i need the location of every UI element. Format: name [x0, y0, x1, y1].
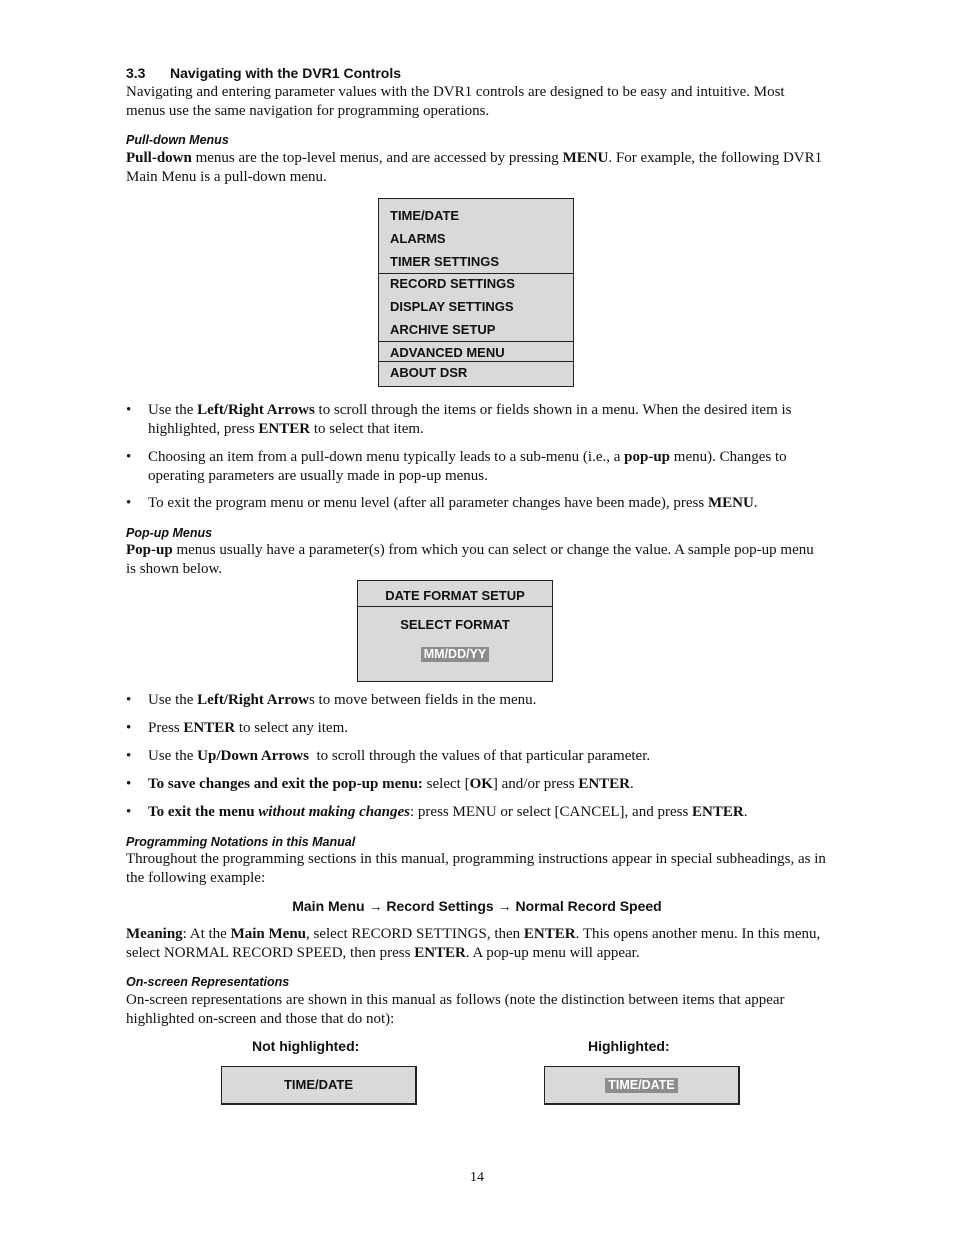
notations-paragraph: Throughout the programming sections in this manual, programming instructions appear in special subheadings, as in the following example: — [126, 851, 826, 886]
menu-item-display-settings: DISPLAY SETTINGS — [390, 299, 514, 314]
menu-item-record-settings: RECORD SETTINGS — [379, 273, 573, 295]
notations-heading: Programming Notations in this Manual — [126, 835, 356, 849]
menu-item-timer-settings: TIMER SETTINGS — [390, 254, 500, 269]
not-highlighted-label: Not highlighted: — [252, 1038, 360, 1054]
menu-item-about-dsr: ABOUT DSR — [379, 361, 573, 383]
menu-item-time-date: TIME/DATE — [390, 208, 460, 223]
highlighted-label: Highlighted: — [588, 1038, 670, 1054]
date-format-popup-sample — [357, 580, 553, 682]
menu-item-archive-setup: ARCHIVE SETUP — [390, 322, 496, 337]
popup-heading: Pop-up Menus — [126, 526, 213, 540]
onscreen-heading: On-screen Representations — [126, 975, 290, 989]
not-highlighted-sample — [221, 1066, 417, 1105]
section-title: Navigating with the DVR1 Controls — [170, 65, 402, 81]
popup-value-highlighted: MM/DD/YY — [421, 647, 490, 662]
highlighted-sample — [544, 1066, 740, 1105]
popup-paragraph: Pop-up menus usually have a parameter(s) from which you can select or change the value. A sample pop-up menu is shown below. — [126, 542, 814, 577]
onscreen-paragraph: On-screen representations are shown in this manual as follows (note the distinction between items that appear highlighted on-screen and those that do not): — [126, 992, 785, 1027]
not-highlighted-item: TIME/DATE — [283, 1077, 354, 1092]
highlighted-item: TIME/DATE — [605, 1078, 677, 1093]
menu-path-example: Main Menu → Record Settings → Normal Record Speed — [292, 898, 662, 914]
intro-paragraph: Navigating and entering parameter values with the DVR1 controls are designed to be easy and intuitive. Most menus use the same navigation for programming operations. — [126, 84, 785, 119]
menu-item-advanced-menu: ADVANCED MENU — [379, 341, 573, 361]
section-number: 3.3 — [126, 65, 146, 81]
meaning-paragraph: Meaning: At the Main Menu, select RECORD SETTINGS, then ENTER. This opens another menu. In this menu, select NORMAL RECORD SPEED, then press ENTER. A pop-up menu will appear. — [126, 926, 821, 961]
pulldown-heading: Pull-down Menus — [126, 133, 229, 147]
menu-item-alarms: ALARMS — [390, 231, 446, 246]
page-number: 14 — [470, 1170, 484, 1185]
popup-title: DATE FORMAT SETUP — [358, 581, 552, 607]
section-heading — [126, 64, 401, 83]
pulldown-paragraph: Pull-down menus are the top-level menus, and are accessed by pressing MENU. For example, the following DVR1 Main Menu is a pull-down menu. — [126, 150, 823, 185]
main-menu-sample — [378, 198, 574, 387]
popup-select-format: SELECT FORMAT — [400, 617, 510, 632]
